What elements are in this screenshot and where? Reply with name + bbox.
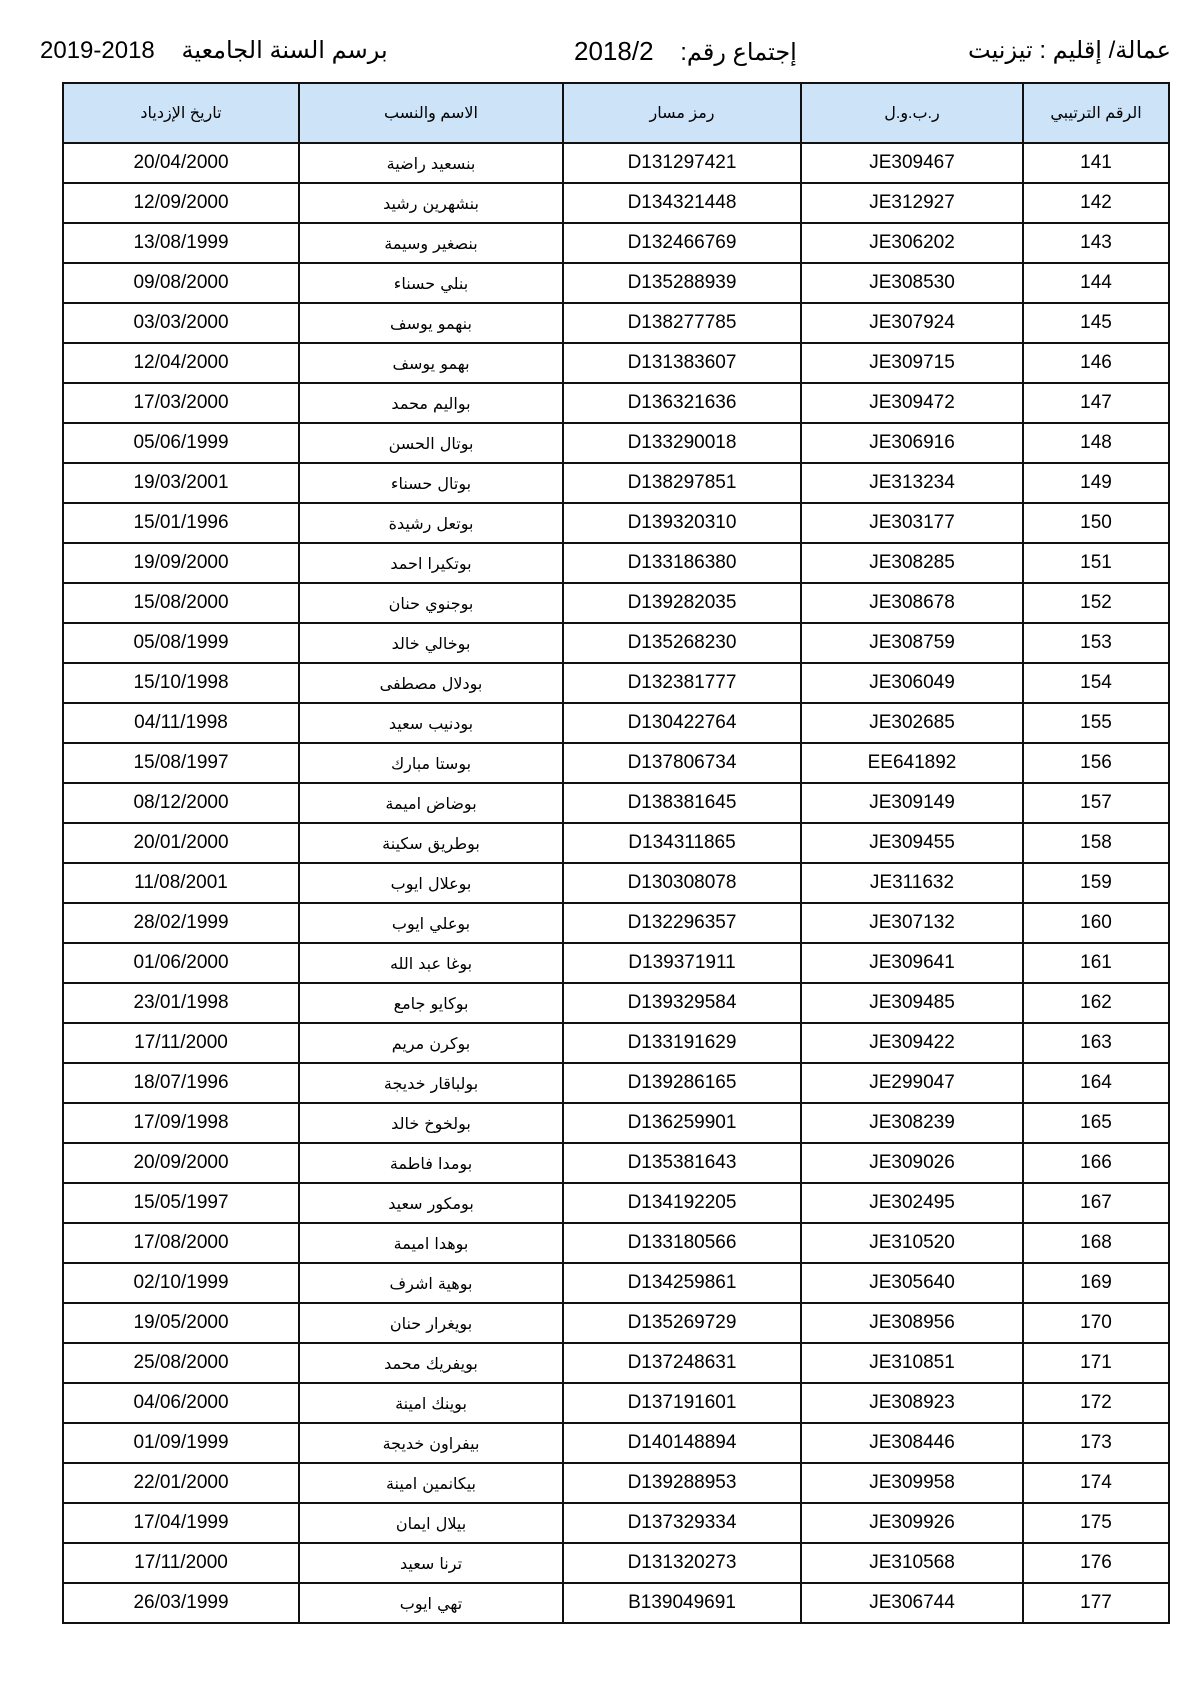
name-cell: بواليم محمد [299, 383, 563, 423]
row-number-cell: 176 [1023, 1543, 1169, 1583]
cin-cell: JE309485 [801, 983, 1023, 1023]
name-cell: بيفراون خديجة [299, 1423, 563, 1463]
massar-code-cell: D140148894 [563, 1423, 801, 1463]
birthdate-cell: 12/04/2000 [63, 343, 299, 383]
table-row [63, 1423, 1169, 1463]
cin-cell: JE309422 [801, 1023, 1023, 1063]
cin-cell: JE308285 [801, 543, 1023, 583]
cin-cell: JE310568 [801, 1543, 1023, 1583]
cin-cell: JE302495 [801, 1183, 1023, 1223]
name-cell: بنسعيد راضية [299, 143, 563, 183]
birthdate-cell: 20/01/2000 [63, 823, 299, 863]
name-cell: بيكانمين امينة [299, 1463, 563, 1503]
birthdate-cell: 19/09/2000 [63, 543, 299, 583]
birthdate-cell: 17/09/1998 [63, 1103, 299, 1143]
birthdate-cell: 17/11/2000 [63, 1543, 299, 1583]
cin-cell: JE309026 [801, 1143, 1023, 1183]
birthdate-cell: 22/01/2000 [63, 1463, 299, 1503]
cin-cell: JE309641 [801, 943, 1023, 983]
table-header-row [63, 83, 1169, 143]
birthdate-cell: 05/08/1999 [63, 623, 299, 663]
table-row [63, 663, 1169, 703]
meeting-number: 2018/2 [574, 36, 654, 66]
massar-code-cell: D139320310 [563, 503, 801, 543]
name-cell: بومكور سعيد [299, 1183, 563, 1223]
academic-year: 2019-2018 [40, 37, 155, 64]
academic-year-info [40, 36, 388, 65]
massar-code-cell: D133180566 [563, 1223, 801, 1263]
name-cell: بويغرار حنان [299, 1303, 563, 1343]
birthdate-cell: 08/12/2000 [63, 783, 299, 823]
massar-code-cell: D132296357 [563, 903, 801, 943]
table-row [63, 183, 1169, 223]
meeting-label: إجتماع رقم: [680, 39, 797, 66]
birthdate-cell: 09/08/2000 [63, 263, 299, 303]
birthdate-cell: 26/03/1999 [63, 1583, 299, 1623]
cin-cell: JE309149 [801, 783, 1023, 823]
massar-code-cell: D137806734 [563, 743, 801, 783]
birthdate-cell: 15/10/1998 [63, 663, 299, 703]
table-row [63, 1343, 1169, 1383]
table-row [63, 1063, 1169, 1103]
birthdate-cell: 28/02/1999 [63, 903, 299, 943]
cin-cell: JE309467 [801, 143, 1023, 183]
massar-code-cell: D132466769 [563, 223, 801, 263]
col-header-number: الرقم الترتيبي [1023, 83, 1169, 143]
birthdate-cell: 17/03/2000 [63, 383, 299, 423]
massar-code-cell: D138297851 [563, 463, 801, 503]
table-row [63, 1183, 1169, 1223]
massar-code-cell: D131320273 [563, 1543, 801, 1583]
name-cell: بوتال الحسن [299, 423, 563, 463]
row-number-cell: 151 [1023, 543, 1169, 583]
cin-cell: JE308530 [801, 263, 1023, 303]
row-number-cell: 142 [1023, 183, 1169, 223]
name-cell: بوعلال ايوب [299, 863, 563, 903]
table-row [63, 1463, 1169, 1503]
cin-cell: JE313234 [801, 463, 1023, 503]
massar-code-cell: D130308078 [563, 863, 801, 903]
birthdate-cell: 15/05/1997 [63, 1183, 299, 1223]
col-header-cin: ر.ب.و.ل [801, 83, 1023, 143]
birthdate-cell: 15/08/1997 [63, 743, 299, 783]
cin-cell: JE309958 [801, 1463, 1023, 1503]
table-row [63, 583, 1169, 623]
birthdate-cell: 12/09/2000 [63, 183, 299, 223]
name-cell: بوخالي خالد [299, 623, 563, 663]
massar-code-cell: D135269729 [563, 1303, 801, 1343]
row-number-cell: 174 [1023, 1463, 1169, 1503]
cin-cell: JE303177 [801, 503, 1023, 543]
birthdate-cell: 02/10/1999 [63, 1263, 299, 1303]
birthdate-cell: 04/11/1998 [63, 703, 299, 743]
cin-cell: JE306744 [801, 1583, 1023, 1623]
row-number-cell: 170 [1023, 1303, 1169, 1343]
cin-cell: JE308759 [801, 623, 1023, 663]
row-number-cell: 145 [1023, 303, 1169, 343]
massar-code-cell: D139282035 [563, 583, 801, 623]
row-number-cell: 165 [1023, 1103, 1169, 1143]
table-row [63, 343, 1169, 383]
massar-code-cell: D137248631 [563, 1343, 801, 1383]
table-row [63, 943, 1169, 983]
birthdate-cell: 04/06/2000 [63, 1383, 299, 1423]
table-row [63, 703, 1169, 743]
name-cell: بوضاض اميمة [299, 783, 563, 823]
name-cell: بوتكيرا احمد [299, 543, 563, 583]
table-row [63, 383, 1169, 423]
row-number-cell: 150 [1023, 503, 1169, 543]
massar-code-cell: D139371911 [563, 943, 801, 983]
row-number-cell: 164 [1023, 1063, 1169, 1103]
cin-cell: JE307132 [801, 903, 1023, 943]
table-row [63, 263, 1169, 303]
table-row [63, 223, 1169, 263]
name-cell: بنصغير وسيمة [299, 223, 563, 263]
cin-cell: JE306049 [801, 663, 1023, 703]
birthdate-cell: 11/08/2001 [63, 863, 299, 903]
row-number-cell: 173 [1023, 1423, 1169, 1463]
birthdate-cell: 25/08/2000 [63, 1343, 299, 1383]
massar-code-cell: D134192205 [563, 1183, 801, 1223]
cin-cell: JE305640 [801, 1263, 1023, 1303]
col-header-birthdate: تاريخ الإزدياد [63, 83, 299, 143]
meeting-info [574, 36, 797, 67]
massar-code-cell: D133290018 [563, 423, 801, 463]
birthdate-cell: 01/09/1999 [63, 1423, 299, 1463]
row-number-cell: 159 [1023, 863, 1169, 903]
row-number-cell: 155 [1023, 703, 1169, 743]
table-row [63, 463, 1169, 503]
cin-cell: JE308446 [801, 1423, 1023, 1463]
name-cell: بودنيب سعيد [299, 703, 563, 743]
birthdate-cell: 01/06/2000 [63, 943, 299, 983]
cin-cell: EE641892 [801, 743, 1023, 783]
row-number-cell: 177 [1023, 1583, 1169, 1623]
name-cell: بهمو يوسف [299, 343, 563, 383]
birthdate-cell: 17/08/2000 [63, 1223, 299, 1263]
birthdate-cell: 18/07/1996 [63, 1063, 299, 1103]
name-cell: بومدا فاطمة [299, 1143, 563, 1183]
table-row [63, 863, 1169, 903]
row-number-cell: 171 [1023, 1343, 1169, 1383]
table-row [63, 1503, 1169, 1543]
row-number-cell: 166 [1023, 1143, 1169, 1183]
cin-cell: JE310520 [801, 1223, 1023, 1263]
massar-code-cell: D139286165 [563, 1063, 801, 1103]
row-number-cell: 149 [1023, 463, 1169, 503]
cin-cell: JE312927 [801, 183, 1023, 223]
row-number-cell: 169 [1023, 1263, 1169, 1303]
massar-code-cell: D134259861 [563, 1263, 801, 1303]
table-row [63, 1223, 1169, 1263]
name-cell: بوغا عبد الله [299, 943, 563, 983]
massar-code-cell: D134321448 [563, 183, 801, 223]
row-number-cell: 158 [1023, 823, 1169, 863]
table-body [63, 143, 1169, 1623]
students-table [62, 82, 1170, 1624]
name-cell: بيلال ايمان [299, 1503, 563, 1543]
table-row [63, 903, 1169, 943]
table-row [63, 623, 1169, 663]
table-row [63, 1143, 1169, 1183]
cin-cell: JE311632 [801, 863, 1023, 903]
row-number-cell: 168 [1023, 1223, 1169, 1263]
table-row [63, 1543, 1169, 1583]
region-label: عمالة/ إقليم : تيزنيت [968, 37, 1171, 64]
row-number-cell: 156 [1023, 743, 1169, 783]
col-header-name: الاسم والنسب [299, 83, 563, 143]
cin-cell: JE308956 [801, 1303, 1023, 1343]
name-cell: بنهمو يوسف [299, 303, 563, 343]
academic-year-label: برسم السنة الجامعية [181, 37, 388, 64]
massar-code-cell: D133191629 [563, 1023, 801, 1063]
row-number-cell: 161 [1023, 943, 1169, 983]
row-number-cell: 175 [1023, 1503, 1169, 1543]
name-cell: بوهدا اميمة [299, 1223, 563, 1263]
table-row [63, 1303, 1169, 1343]
row-number-cell: 157 [1023, 783, 1169, 823]
table-row [63, 503, 1169, 543]
row-number-cell: 172 [1023, 1383, 1169, 1423]
name-cell: ترنا سعيد [299, 1543, 563, 1583]
row-number-cell: 167 [1023, 1183, 1169, 1223]
massar-code-cell: D138381645 [563, 783, 801, 823]
massar-code-cell: D137329334 [563, 1503, 801, 1543]
row-number-cell: 146 [1023, 343, 1169, 383]
row-number-cell: 148 [1023, 423, 1169, 463]
cin-cell: JE309926 [801, 1503, 1023, 1543]
name-cell: بولباقار خديجة [299, 1063, 563, 1103]
col-header-massar: رمز مسار [563, 83, 801, 143]
massar-code-cell: D136321636 [563, 383, 801, 423]
cin-cell: JE306916 [801, 423, 1023, 463]
massar-code-cell: D135381643 [563, 1143, 801, 1183]
name-cell: بوكرن مريم [299, 1023, 563, 1063]
table-row [63, 1583, 1169, 1623]
massar-code-cell: D139329584 [563, 983, 801, 1023]
row-number-cell: 163 [1023, 1023, 1169, 1063]
massar-code-cell: B139049691 [563, 1583, 801, 1623]
massar-code-cell: D134311865 [563, 823, 801, 863]
massar-code-cell: D137191601 [563, 1383, 801, 1423]
name-cell: بنلي حسناء [299, 263, 563, 303]
cin-cell: JE308923 [801, 1383, 1023, 1423]
cin-cell: JE310851 [801, 1343, 1023, 1383]
table-row [63, 743, 1169, 783]
table-row [63, 983, 1169, 1023]
birthdate-cell: 15/01/1996 [63, 503, 299, 543]
birthdate-cell: 19/05/2000 [63, 1303, 299, 1343]
row-number-cell: 143 [1023, 223, 1169, 263]
name-cell: بوستا مبارك [299, 743, 563, 783]
massar-code-cell: D133186380 [563, 543, 801, 583]
name-cell: بوتال حسناء [299, 463, 563, 503]
cin-cell: JE309715 [801, 343, 1023, 383]
table-row [63, 143, 1169, 183]
name-cell: بوهية اشرف [299, 1263, 563, 1303]
name-cell: بنشهرين رشيد [299, 183, 563, 223]
name-cell: بوطريق سكينة [299, 823, 563, 863]
massar-code-cell: D130422764 [563, 703, 801, 743]
name-cell: بودلال مصطفى [299, 663, 563, 703]
table-row [63, 303, 1169, 343]
table-row [63, 543, 1169, 583]
massar-code-cell: D135268230 [563, 623, 801, 663]
birthdate-cell: 23/01/1998 [63, 983, 299, 1023]
birthdate-cell: 19/03/2001 [63, 463, 299, 503]
name-cell: بولخوخ خالد [299, 1103, 563, 1143]
birthdate-cell: 17/04/1999 [63, 1503, 299, 1543]
cin-cell: JE307924 [801, 303, 1023, 343]
cin-cell: JE306202 [801, 223, 1023, 263]
row-number-cell: 152 [1023, 583, 1169, 623]
row-number-cell: 144 [1023, 263, 1169, 303]
name-cell: بوكايو جامع [299, 983, 563, 1023]
massar-code-cell: D136259901 [563, 1103, 801, 1143]
cin-cell: JE309455 [801, 823, 1023, 863]
table-row [63, 423, 1169, 463]
name-cell: تهي ايوب [299, 1583, 563, 1623]
birthdate-cell: 15/08/2000 [63, 583, 299, 623]
row-number-cell: 160 [1023, 903, 1169, 943]
birthdate-cell: 17/11/2000 [63, 1023, 299, 1063]
massar-code-cell: D135288939 [563, 263, 801, 303]
cin-cell: JE308239 [801, 1103, 1023, 1143]
row-number-cell: 147 [1023, 383, 1169, 423]
name-cell: بوينك امينة [299, 1383, 563, 1423]
massar-code-cell: D139288953 [563, 1463, 801, 1503]
cin-cell: JE302685 [801, 703, 1023, 743]
birthdate-cell: 05/06/1999 [63, 423, 299, 463]
cin-cell: JE309472 [801, 383, 1023, 423]
name-cell: بوتعل رشيدة [299, 503, 563, 543]
name-cell: بويفريك محمد [299, 1343, 563, 1383]
name-cell: بوجنوي حنان [299, 583, 563, 623]
massar-code-cell: D138277785 [563, 303, 801, 343]
cin-cell: JE308678 [801, 583, 1023, 623]
row-number-cell: 154 [1023, 663, 1169, 703]
table-row [63, 1023, 1169, 1063]
massar-code-cell: D132381777 [563, 663, 801, 703]
table-row [63, 1383, 1169, 1423]
row-number-cell: 153 [1023, 623, 1169, 663]
birthdate-cell: 20/04/2000 [63, 143, 299, 183]
massar-code-cell: D131383607 [563, 343, 801, 383]
cin-cell: JE299047 [801, 1063, 1023, 1103]
table-row [63, 783, 1169, 823]
name-cell: بوعلي ايوب [299, 903, 563, 943]
row-number-cell: 141 [1023, 143, 1169, 183]
birthdate-cell: 20/09/2000 [63, 1143, 299, 1183]
massar-code-cell: D131297421 [563, 143, 801, 183]
table-row [63, 1103, 1169, 1143]
birthdate-cell: 03/03/2000 [63, 303, 299, 343]
table-row [63, 1263, 1169, 1303]
row-number-cell: 162 [1023, 983, 1169, 1023]
table-row [63, 823, 1169, 863]
birthdate-cell: 13/08/1999 [63, 223, 299, 263]
